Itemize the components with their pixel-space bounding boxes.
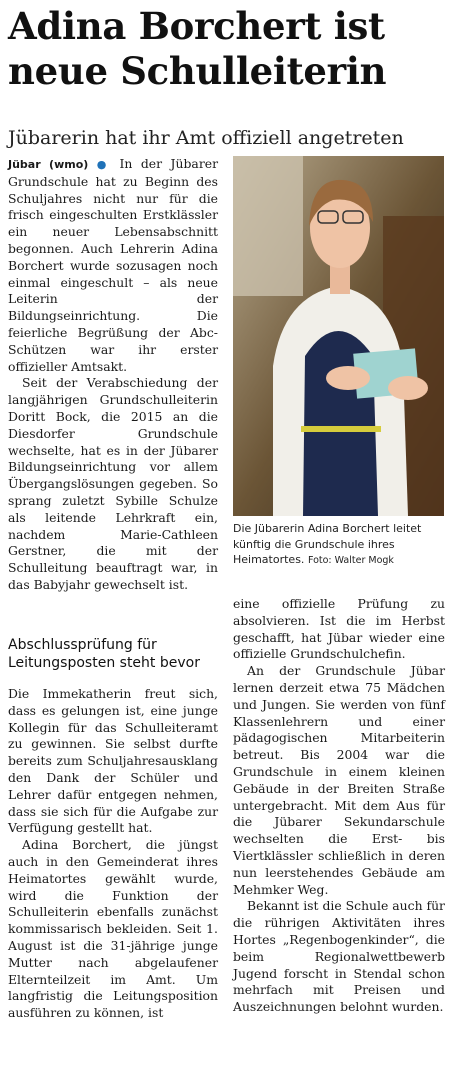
caption-text: Die Jübarerin Adina Borchert leitet künftig die Grundschule ihres Heimatortes. [233, 522, 422, 566]
article-paragraph: Seit der Verabschiedung der langjährigen Grundschulleiterin Doritt Bock, die 2015 an die Diesdorfer Grundschule wechselte, hat es in der Jübarer Bildungseinrichtung vor allem Übergangslösungen gegeben. So sprang zuletzt Sybille Schulze als leitende Lehrkraft ein, nachdem Marie-Cathleen Gerstner, die mit der Schulleitung beauftragt war, in das Babyjahr gewechselt ist. [8, 375, 218, 592]
article-paragraph [8, 156, 218, 375]
photo-caption [233, 521, 445, 569]
dateline: Jübar (wmo) [8, 158, 89, 171]
photo-credit: Foto: Walter Mogk [307, 555, 394, 566]
article-paragraph: eine offizielle Prüfung zu absolvieren. Ist die im Herbst geschafft, hat Jübar wieder eine offizielle Grundschulchefin. [233, 596, 445, 662]
article-paragraph: Die Immekatherin freut sich, dass es gelungen ist, eine junge Kollegin für das Schulleiteramt zu gewinnen. Sie selbst durfte bereits zum Schuljahresausklang den Dank der Schüler und Lehrer dafür entgegen nehmen, dass sie sich für die Aufgabe zur Verfügung gestellt hat. [8, 686, 218, 836]
subheadline: Jübarerin hat ihr Amt offiziell angetreten [8, 127, 404, 149]
article-paragraph: Adina Borchert, die jüngst auch in den Gemeinderat ihres Heimatortes gewählt wurde, wird die Funktion der Schulleiterin ebenfalls zunächst kommissarisch bekleiden. Seit 1. August ist die 31-jährige junge Mutter nach abgelaufener Elternteilzeit im Amt. Um langfristig die Leitungsposition ausführen zu können, ist [8, 837, 218, 1021]
article-column-left-lower [8, 686, 218, 1022]
portrait-photo [233, 156, 444, 516]
headline: Adina Borchert ist neue Schulleiterin [8, 4, 387, 93]
article-column-left [8, 156, 218, 594]
article-photo [233, 156, 444, 516]
section-heading: Abschlussprüfung für Leitungsposten steht bevor [8, 637, 200, 671]
article-paragraph: Bekannt ist die Schule auch für die rührigen Aktivitäten ihres Hortes „Regenbogenkinder“, die beim Regionalwettbewerb Jugend forscht in Stendal schon mehrfach mit Preisen und Auszeichnungen belohnt wurden. [233, 898, 445, 1015]
article-paragraph: An der Grundschule Jübar lernen derzeit etwa 75 Mädchen und Jungen. Sie werden von fünf Klassenlehrern und einer pädagogischen Mitarbeiterin betreut. Bis 2004 war die Grundschule in einem kleinen Gebäude in der Breiten Straße untergebracht. Mit dem Aus für die Jübarer Sekundarschule wechselten die Erst- bis Viertklässler schließlich in deren nun leerstehendes Gebäude am Mehmker Weg. [233, 663, 445, 897]
paragraph-text: In der Jübarer Grundschule hat zu Beginn des Schuljahres nicht nur für die frisch eingeschulten Erstklässler ein neuer Lebensabschnitt begonnen. Auch Lehrerin Adina Borchert wurde sozusagen noch einmal eingeschult – als neue Leiterin der Bildungseinrichtung. Die feierliche Begrüßung der Abc-Schützen war ihr erster offizieller Amtsakt. [8, 156, 218, 374]
article-column-right [233, 596, 445, 1016]
bullet-icon: ● [96, 158, 111, 171]
